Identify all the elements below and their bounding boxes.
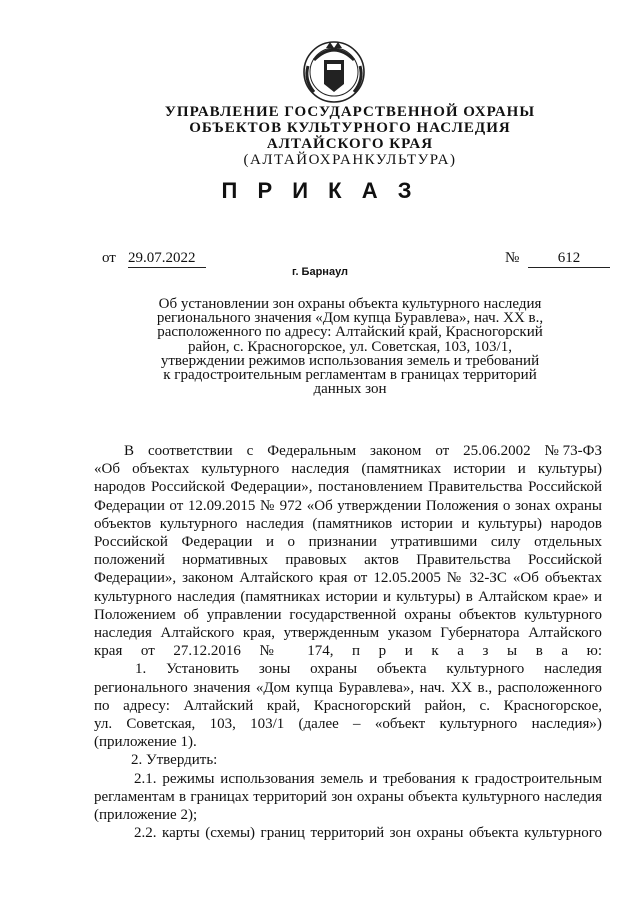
body-word: указом	[387, 625, 432, 642]
body-word: –	[353, 716, 361, 733]
body-text-line: культурного наследия (памятниках истории и культуры) в Алтайском крае» и	[94, 588, 602, 605]
subject-line: район, с. Красногорское, ул. Советская, 103, 103/1,	[188, 338, 512, 355]
body-word: Алтайского	[160, 625, 235, 642]
document-type-title: П Р И К А З	[221, 178, 419, 203]
issuer-short-name: (АЛТАЙОХРАНКУЛЬТУРА)	[243, 152, 457, 168]
subject-line: регионального значения «Дом купца Буравлева», нач. XX в.,	[156, 310, 544, 327]
body-text-line	[94, 697, 602, 715]
issuer-name-line-3: АЛТАЙСКОГО КРАЯ	[266, 136, 434, 152]
body-text-line: народов Российской Федерации», постановлением Правительства Российской	[94, 479, 602, 496]
body-word: утратившими	[390, 534, 478, 551]
subject-line: данных зон	[313, 381, 387, 398]
body-text-line	[94, 660, 602, 678]
document-number: 612	[528, 250, 610, 268]
body-text-line: 2.1. режимы использования земель и требования к градостроительным	[134, 770, 602, 787]
body-word: 103/1	[250, 716, 285, 733]
body-word: Российской	[528, 552, 602, 569]
body-word: край,	[266, 697, 301, 714]
issuer-name-line-1: УПРАВЛЕНИЕ ГОСУДАРСТВЕННОЙ ОХРАНЫ	[164, 104, 536, 120]
body-word: края,	[242, 625, 275, 642]
body-word: Алтайского	[528, 625, 602, 642]
coat-of-arms-emblem-icon	[300, 36, 368, 104]
body-word: № 73-ФЗ	[544, 443, 602, 459]
body-word: Российской	[94, 534, 168, 551]
body-text-line: регионального значения «Дом купца Буравлева», нач. XX в., расположенного	[94, 679, 602, 696]
body-text-line	[94, 460, 602, 478]
body-word: от	[435, 443, 450, 459]
body-word: соответствии	[147, 443, 233, 459]
body-text-line: (приложение 2);	[94, 807, 198, 824]
body-word: Федеральным	[267, 443, 357, 459]
body-word: В	[124, 443, 135, 459]
number-prefix: №	[505, 250, 520, 266]
body-word: 25.06.2002	[463, 443, 531, 459]
body-text-line: 2. Утвердить:	[131, 752, 218, 769]
body-word: утвержденным	[283, 625, 380, 642]
subject-line: утверждении режимов использования земель и требований	[160, 352, 540, 369]
body-text-line: объектов культурного наследия (памятников истории и культуры) народов	[94, 515, 602, 532]
body-word: отдельных	[534, 534, 602, 551]
order-subject	[140, 297, 560, 396]
body-word: объектах	[132, 461, 190, 478]
body-word: наследия»)	[531, 716, 602, 733]
body-text-line: Положением об управлении государственной охраны объектов культурного	[94, 606, 602, 623]
body-text-line	[94, 533, 602, 551]
issuer-header	[100, 104, 600, 168]
body-word: о	[287, 534, 296, 551]
body-text-line: регламентам в границах территорий зон охраны объекта культурного наследия	[94, 788, 602, 805]
body-word: с.	[479, 697, 490, 714]
body-word: признании	[308, 534, 377, 551]
order-body	[94, 442, 602, 842]
body-word: район,	[424, 697, 466, 714]
body-word: наследия	[291, 461, 350, 478]
body-text-line: (приложение 1).	[94, 734, 197, 751]
body-word: охраны	[310, 661, 358, 678]
body-word: зоны	[258, 661, 291, 678]
body-word: истории	[453, 461, 506, 478]
subject-line: расположенного по адресу: Алтайский край, Красногорский	[157, 324, 543, 341]
body-word: культуры)	[537, 461, 602, 478]
body-word: (далее	[298, 716, 339, 733]
body-word: 103,	[209, 716, 236, 733]
body-text-line	[94, 551, 602, 569]
body-word: актов	[364, 552, 399, 569]
body-text-line	[94, 715, 602, 733]
body-word: по	[94, 697, 110, 714]
document-date: 29.07.2022	[128, 250, 206, 268]
body-word: положений	[94, 552, 165, 569]
body-word: (памятниках	[361, 461, 442, 478]
body-text-line: края от 27.12.2016 № 174, п р и к а з ы в а ю:	[94, 643, 602, 660]
body-word: и	[265, 534, 274, 551]
body-word: «Об	[94, 461, 120, 478]
body-word: наследия	[94, 625, 152, 642]
body-word: 1.	[135, 661, 147, 678]
body-text-line	[94, 624, 602, 642]
body-word: Красногорское,	[503, 697, 602, 714]
body-word: силу	[490, 534, 521, 551]
body-text-line: 2.2. карты (схемы) границ территорий зон охраны объекта культурного	[134, 825, 602, 842]
body-word: законом	[370, 443, 422, 459]
body-word: адресу:	[123, 697, 170, 714]
subject-line: Об установлении зон охраны объекта культурного наследия	[158, 296, 542, 312]
subject-line: к градостроительным регламентам в границах территорий	[163, 367, 537, 384]
body-text-line	[94, 442, 602, 460]
body-text-line: Федерации», законом Алтайского края от 12.05.2005 № 32-ЗС «Об объектах	[94, 570, 602, 587]
body-word: наследия	[544, 661, 602, 678]
body-word: объекта	[376, 661, 427, 678]
body-word: Губернатора	[440, 625, 520, 642]
body-word: Красногорский	[313, 697, 411, 714]
body-word: ул.	[94, 716, 113, 733]
date-prefix: от	[102, 250, 116, 266]
issue-city: г. Барнаул	[291, 266, 349, 278]
body-word: культурного	[446, 661, 525, 678]
body-word: Правительства	[416, 552, 511, 569]
body-word: Алтайский	[183, 697, 254, 714]
body-word: Установить	[166, 661, 239, 678]
body-word: Советская,	[126, 716, 196, 733]
body-word: нормативных	[182, 552, 268, 569]
body-word: и	[517, 461, 526, 478]
issuer-name-line-2: ОБЪЕКТОВ КУЛЬТУРНОГО НАСЛЕДИЯ	[189, 120, 511, 136]
body-word: Федерации	[181, 534, 253, 551]
body-word: культурного	[439, 716, 518, 733]
body-word: правовых	[285, 552, 347, 569]
body-text-line: Федерации от 12.09.2015 № 972 «Об утверждении Положения о зонах охраны	[94, 497, 602, 514]
body-word: культурного	[201, 461, 280, 478]
body-word: с	[246, 443, 254, 459]
body-word: «объект	[374, 716, 426, 733]
